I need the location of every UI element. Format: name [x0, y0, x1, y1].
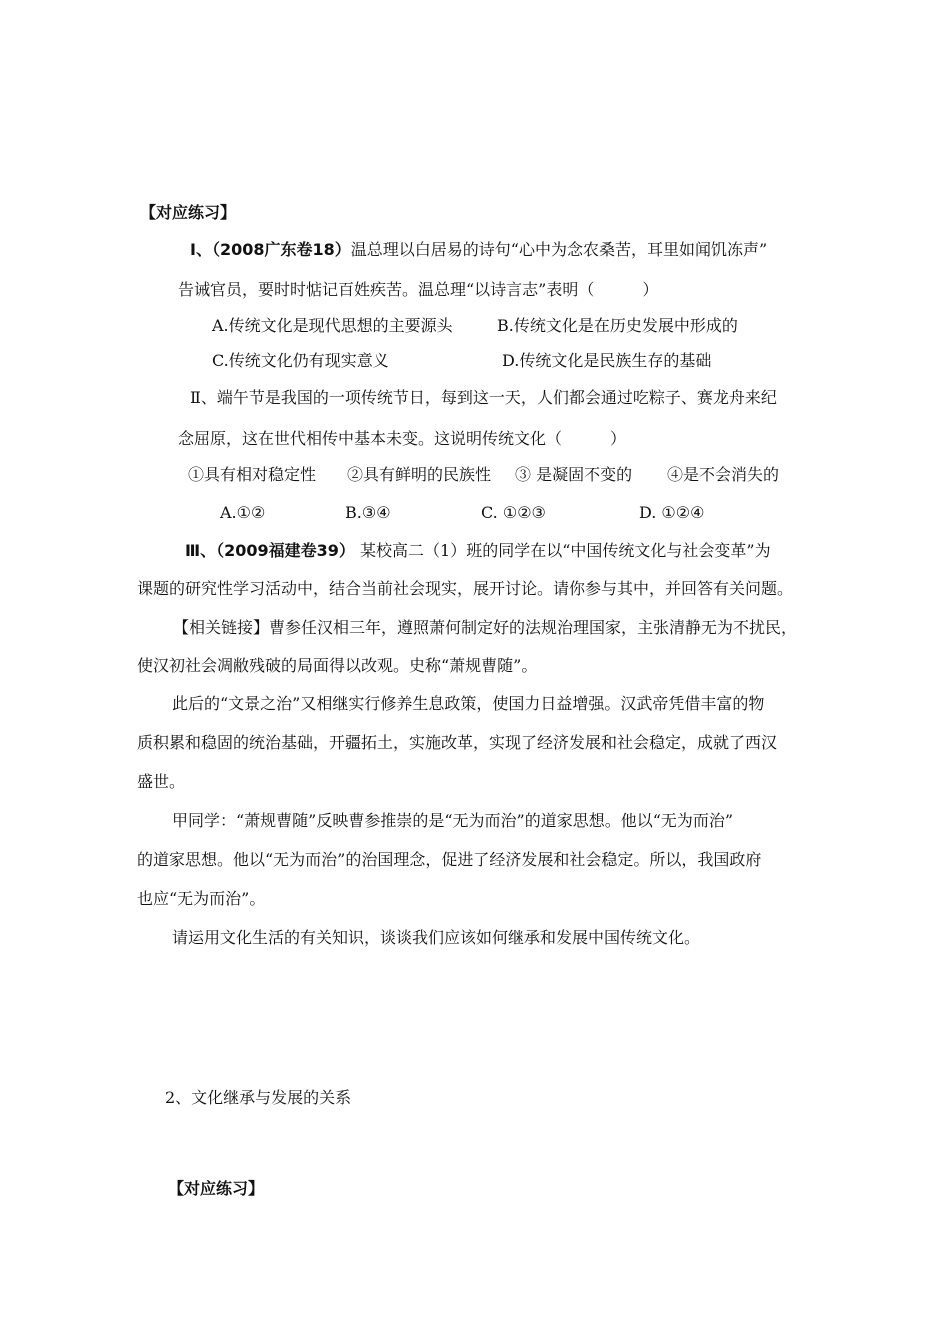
q1-label: Ⅰ、（2008广东卷18）: [190, 240, 351, 259]
q1-option-d: D.传统文化是民族生存的基础: [502, 351, 712, 370]
q1-line1: [190, 240, 767, 260]
related-link-text: 曹参任汉相三年，遵照萧何制定好的法规治理国家，主张清静无为不扰民，: [269, 618, 798, 637]
q1-line1-text: 温总理以白居易的诗句“心中为念农桑苦，耳里如闻饥冻声”: [350, 240, 768, 259]
paragraph2-line2: 质积累和稳固的统治基础，开疆拓土，实施改革，实现了经济发展和社会稳定，成就了西汉: [137, 733, 778, 752]
q2-statement-3: ③ 是凝固不变的: [515, 465, 633, 484]
q3-line1: [185, 541, 771, 561]
q1-option-b: B.传统文化是在历史发展中形成的: [497, 316, 738, 335]
q2-line2: 念屈原，这在世代相传中基本未变。这说明传统文化（ ）: [178, 429, 627, 448]
practice-heading-2: 【对应练习】: [168, 1179, 265, 1198]
paragraph3-line2: 的道家思想。他以“无为而治”的治国理念，促进了经济发展和社会稳定。所以，我国政府: [137, 850, 762, 869]
q3-label: Ⅲ、（2009福建卷39）: [185, 541, 355, 560]
paragraph2-line3: 盛世。: [137, 772, 186, 791]
q2-option-d: D. ①②④: [639, 503, 705, 522]
q1-option-a: A.传统文化是现代思想的主要源头: [212, 316, 453, 335]
q2-option-b: B.③④: [345, 503, 391, 522]
q2-statement-1: ①具有相对稳定性: [188, 465, 317, 484]
practice-heading: 【对应练习】: [140, 203, 237, 222]
q1-option-c: C.传统文化仍有现实意义: [212, 351, 389, 370]
related-link-line1: [173, 618, 797, 638]
q2-line1: Ⅱ、端午节是我国的一项传统节日，每到这一天，人们都会通过吃粽子、赛龙舟来纪: [190, 388, 777, 407]
q2-option-a: A.①②: [220, 503, 266, 522]
q2-statement-2: ②具有鲜明的民族性: [347, 465, 492, 484]
section2-title: 2、文化继承与发展的关系: [165, 1088, 352, 1107]
paragraph2-line1: 此后的“文景之治”又相继实行修养生息政策，使国力日益增强。汉武帝凭借丰富的物: [172, 694, 765, 713]
related-link-label: 【相关链接】: [173, 618, 270, 637]
q2-option-c: C. ①②③: [481, 503, 546, 522]
q3-line1-text: 某校高二（1）班的同学在以“中国传统文化与社会变革”为: [354, 541, 771, 560]
paragraph3-line3: 也应“无为而治”。: [137, 889, 266, 908]
related-link-line2: 使汉初社会凋敝残破的局面得以改观。史称“萧规曹随”。: [137, 656, 538, 675]
q2-statement-4: ④是不会消失的: [667, 465, 780, 484]
paragraph4: 请运用文化生活的有关知识，谈谈我们应该如何继承和发展中国传统文化。: [172, 928, 701, 947]
q1-line2: 告诫官员，要时时惦记百姓疾苦。温总理“以诗言志”表明（ ）: [178, 280, 659, 299]
q3-line2: 课题的研究性学习活动中，结合当前社会现实，展开讨论。请你参与其中，并回答有关问题。: [137, 579, 794, 598]
paragraph3-line1: 甲同学：“萧规曹随”反映曹参推崇的是“无为而治”的道家思想。他以“无为而治”: [172, 811, 734, 830]
